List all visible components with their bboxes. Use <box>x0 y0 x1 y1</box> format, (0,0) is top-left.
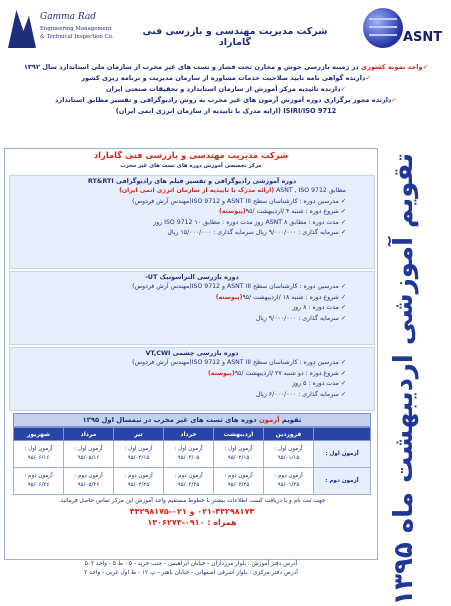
credential-text: ISIRI/ISO 9712 (ارایه مدرک با تاییدیه از سازمان انرژی اتمی ایران) <box>115 107 337 115</box>
exam-row-label: آزمون دوم : <box>314 468 371 495</box>
course-row <box>10 293 374 304</box>
credential-line <box>10 95 442 106</box>
exam-cell: آزمون دوم : ۹۵/۰۶/۲۶ <box>14 468 64 495</box>
course-row-text: مدت دوره : ۸ روز <box>292 304 339 311</box>
credential-line <box>10 84 442 95</box>
course-rt <box>9 175 375 269</box>
credentials-list <box>10 62 442 140</box>
check-icon: ✓ <box>391 96 397 104</box>
course-row-note: (پیوسته) <box>215 293 243 301</box>
exam-row-label: آزمون اول : <box>314 441 371 468</box>
course-row <box>10 390 374 401</box>
check-icon: ✓ <box>340 380 346 387</box>
check-icon: ✓ <box>340 218 346 226</box>
exam-col-header <box>314 428 371 441</box>
exam-title-highlight: آزمون <box>259 416 280 424</box>
course-row-text: مدرسین دوره : کارشناسان سطح ASNT III و ISO 9712(مهندس آرش فردوس) <box>132 359 339 366</box>
credential-text: در زمینه بازرسی جوش و مخازن تحت فشار و تست های غیر مخرب از سازمان ملی استاندارد سال ۱۳۹۲ <box>23 63 362 71</box>
course-row-text: مطابق ASNT , ISO 9712 <box>276 187 346 194</box>
course-row <box>10 207 374 218</box>
credential-line <box>10 106 442 117</box>
exam-cell: آزمون دوم : ۹۵/۰۴/۲۵ <box>114 468 164 495</box>
course-row <box>10 303 374 314</box>
check-icon: ✓ <box>340 229 346 236</box>
credential-text: دارنده تائیدیه مرکز آموزش از سازمان استاندارد و تحقیقات صنعتی ایران <box>105 85 341 93</box>
check-icon: ✓ <box>340 359 346 366</box>
course-row <box>10 379 374 390</box>
exam-calendar <box>13 413 371 495</box>
phone-numbers: ۰۲۱-۴۴۲۹۸۱۷۴ و ۰۲۱-۴۴۲۹۸۱۷۵ <box>129 507 255 516</box>
address-head-office: آدرس دفتر مرکزی : بلوار اشرفی اصفهانی - خیابان باهنر - پ ۱۲ - ط اول غربی - واحد ۲ <box>84 570 298 576</box>
check-icon: ✓ <box>340 390 346 398</box>
credential-text: دارنده گواهی نامه تایید صلاحیت خدمات مشاوره از سازمان مدیریت و برنامه ریزی کشور <box>81 74 366 82</box>
credential-line <box>10 62 442 73</box>
course-row-text: شروع دوره : دو شنبه ۲۷ /اردیبهشت /۹۵ <box>234 369 339 377</box>
course-row-text: سرمایه گذاری : ۶/۰۰۰/۰۰۰ ریال <box>255 390 339 398</box>
course-row-note: (پیوسته) <box>207 369 235 377</box>
course-row <box>10 282 374 293</box>
exam-cell: آزمون اول : ۹۵/۰۳/۰۵ <box>164 441 214 468</box>
course-row-text: سرمایه گذاری : ۹/۰۰۰/۰۰۰ ریال سرمایه گذاری : ۱۵/۰۰۰/۰۰۰ ریال <box>167 229 339 236</box>
exam-col-header: خرداد <box>164 428 214 441</box>
exam-title-suffix: دوره های تست های غیر مخرب در نیمسال اول ۱۳۹۵ <box>82 416 259 424</box>
exam-cell: آزمون اول : ۹۵/۰۱/۱۵ <box>264 441 314 468</box>
course-row-text: مدت دوره : مطابق ASNT ۸ روز مدت دوره : مطابق ISO 9712 ۱۰ روز <box>153 218 339 226</box>
panel-header <box>5 149 377 173</box>
course-row-text: سرمایه گذاری : ۹/۰۰۰/۰۰۰ ریال <box>255 314 339 322</box>
header <box>0 0 451 62</box>
course-row-text: شروع دوره : شنبه ۴ /اردیبهشت /۹۵ <box>245 208 339 215</box>
exam-cell: آزمون اول : ۹۵/۰۴/۱۵ <box>114 441 164 468</box>
calendar-title: تقویم آموزشی اردیبهشت ماه ۱۳۹۵ <box>389 153 419 606</box>
check-icon: ✓ <box>340 283 346 290</box>
credential-line <box>10 73 442 84</box>
panel-subtitle: مرکز تخصصی آموزش دوره های تست های غیر مخرب <box>120 163 262 169</box>
logo-line-3: & Technical Inspection Co. <box>40 34 114 40</box>
check-icon: ✓ <box>340 197 346 205</box>
exam-cell: آزمون اول : ۹۵/۰۶/۱۶ <box>14 441 64 468</box>
check-icon: ✓ <box>365 74 371 82</box>
logo-line-1: Gamma Rad <box>40 12 96 22</box>
course-row <box>10 314 374 325</box>
credential-text: دارنده مجوز برگزاری دوره آموزش آزمون های غیر مخرب به روش رادیوگرافی و تفسیر مطابق استاندارد <box>55 96 392 104</box>
exam-cell: آزمون دوم : ۹۵/۰۵/۲۶ <box>64 468 114 495</box>
check-icon: ✓ <box>340 208 346 215</box>
exam-cell: آزمون اول : ۹۵/۰۵/۱۶ <box>64 441 114 468</box>
course-title: دوره بازرسی التراسونیک UT- <box>145 273 239 281</box>
exam-col-header: تیر <box>114 428 164 441</box>
exam-row <box>14 441 371 468</box>
course-row-note: (ارائه مدرک با تاییدیه از سازمان انرژی اتمی ایران) <box>119 187 275 194</box>
exam-col-header: شهریور <box>14 428 64 441</box>
course-row <box>10 228 374 239</box>
exam-col-header: اردیبهشت <box>214 428 264 441</box>
course-row <box>10 186 374 197</box>
exam-calendar-title <box>13 413 371 427</box>
course-vt <box>9 347 375 411</box>
course-row-text: مدت دوره : ۵ روز <box>292 380 339 387</box>
gamma-rad-logo <box>8 8 128 52</box>
gamma-rad-mark-icon <box>8 10 36 48</box>
exam-title-prefix: تقویم <box>279 416 302 424</box>
exam-col-header: فروردین <box>264 428 314 441</box>
exam-cell: آزمون دوم : ۹۵/۰۲/۲۵ <box>214 468 264 495</box>
company-title: شرکت مدیریت مهندسی و بازرسی فنی گاماراد <box>142 26 328 48</box>
course-title: دوره بازرسی چشمی VT,CWI <box>145 349 239 357</box>
mobile-number: همراه : ۰۹۱۰-۱۳۰۶۲۷۳ <box>147 518 237 527</box>
exam-header-row <box>14 428 371 441</box>
credential-highlight: واحد نمونه کشوری <box>361 63 423 71</box>
check-icon: ✓ <box>340 304 346 311</box>
course-ut <box>9 271 375 345</box>
course-title: دوره آموزشی رادیوگرافی و تفسیر فیلم های رادیوگرافی RT&RTI <box>87 177 297 185</box>
course-row <box>10 369 374 380</box>
exam-cell: آزمون دوم : ۹۵/۰۳/۲۵ <box>164 468 214 495</box>
check-icon: ✓ <box>340 369 346 377</box>
course-row-note: (پیوسته) <box>219 208 246 215</box>
check-icon: ✓ <box>422 63 429 71</box>
check-icon: ✓ <box>340 85 347 93</box>
panel-title: شرکت مدیریت مهندسی و بازرسی فنی گاماراد <box>93 150 289 160</box>
exam-row <box>14 468 371 495</box>
logo-line-2: Engineering Management <box>40 26 112 32</box>
course-row-text: مدرسین دوره : کارشناسان سطح ASNT III و ISO 9712(مهندس آرش فردوس) <box>132 283 339 290</box>
asnt-logo-text: ASNT <box>403 30 443 45</box>
course-row-text: شروع دوره : شنبه ۱۸ /اردیبهشت /۹۵ <box>242 293 339 301</box>
addresses <box>8 560 374 582</box>
course-panel <box>4 148 378 560</box>
address-training: آدرس دفتر آموزش : بلوار مرزداران - خیابان ابراهیمی - جنب خرید - ۵ - ط ۵ - واحد ۵۰۲ <box>84 561 298 567</box>
course-row <box>10 197 374 208</box>
course-row <box>10 358 374 369</box>
contact-footer <box>13 497 371 555</box>
check-icon: ✓ <box>340 293 346 301</box>
exam-cell: آزمون اول : ۹۵/۰۲/۱۵ <box>214 441 264 468</box>
globe-icon <box>363 8 403 48</box>
exam-cell: آزمون دوم : ۹۵/۰۱/۲۵ <box>264 468 314 495</box>
vertical-title-area <box>378 152 444 606</box>
course-row <box>10 218 374 229</box>
contact-note: جهت ثبت نام و یا دریافت کسب اطلاعات بیشتر با خطوط مستقیم واحد آموزش این مرکز تماس حاصل فرمائید. <box>58 498 326 504</box>
exam-col-header: مرداد <box>64 428 114 441</box>
asnt-logo <box>363 6 443 56</box>
exam-table <box>13 427 371 495</box>
check-icon: ✓ <box>340 314 346 322</box>
course-row-text: مدرسین دوره : کارشناسان سطح ASNT III و ISO 9712(مهندس آرش فردوس) <box>132 197 339 205</box>
